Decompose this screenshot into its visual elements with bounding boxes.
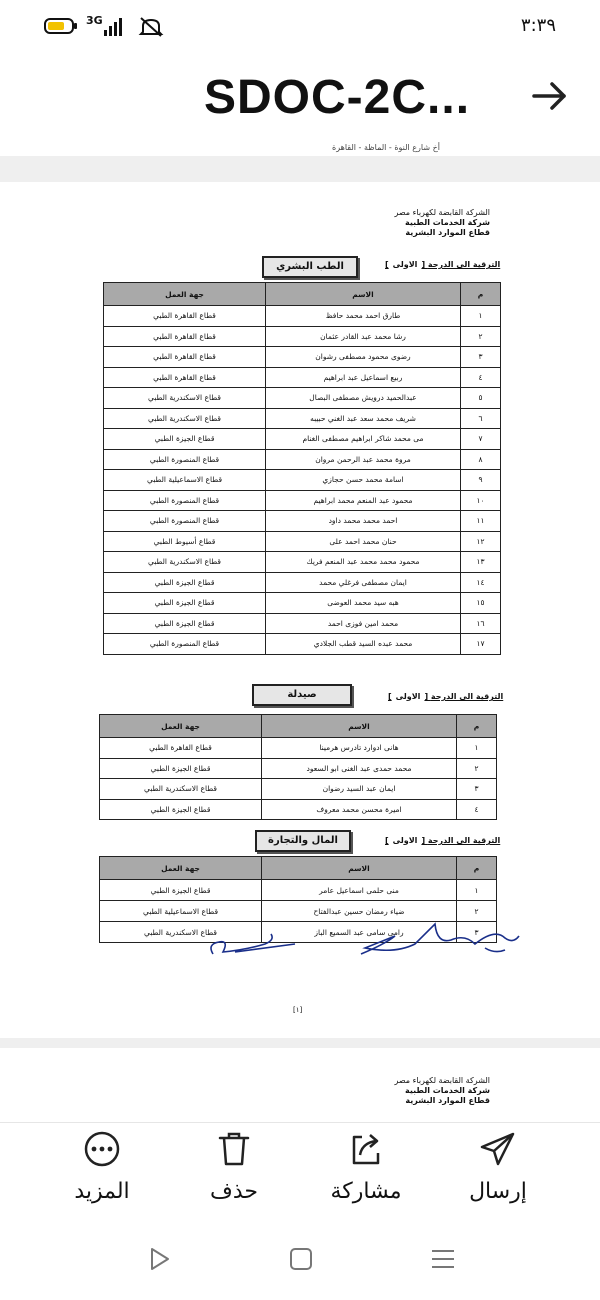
row-number: ١٧ xyxy=(461,634,501,655)
work-sector: قطاع المنصورة الطبي xyxy=(104,449,266,470)
employee-name: محمود عبد المنعم محمد ابراهيم xyxy=(266,490,461,511)
work-sector: قطاع الاسكندرية الطبي xyxy=(104,408,266,429)
signature-right xyxy=(355,914,525,964)
employee-name: منى حلمى اسماعيل عامر xyxy=(262,880,457,901)
row-number: ١ xyxy=(461,306,501,327)
table-row xyxy=(104,634,501,655)
row-number: ٢ xyxy=(457,901,497,922)
work-sector: قطاع القاهرة الطبي xyxy=(104,306,266,327)
employee-name: مى محمد شاكر ابراهيم مصطفى الغنام xyxy=(266,429,461,450)
more-icon xyxy=(82,1129,122,1169)
table-row xyxy=(104,531,501,552)
document-title: SDOC-2C... xyxy=(204,71,471,124)
row-number: ٥ xyxy=(461,388,501,409)
home-nav-icon[interactable] xyxy=(286,1244,316,1274)
employee-name: اسامة محمد حسن حجازي xyxy=(266,470,461,491)
row-number: ١٣ xyxy=(461,552,501,573)
row-number: ١٥ xyxy=(461,593,501,614)
mute-icon xyxy=(138,16,164,38)
signature-left xyxy=(205,922,305,962)
employee-name: احمد محمد محمد داود xyxy=(266,511,461,532)
work-sector: قطاع القاهرة الطبي xyxy=(104,367,266,388)
work-sector: قطاع الاسماعيلية الطبي xyxy=(104,470,266,491)
system-nav-bar xyxy=(0,1220,600,1300)
send-label: إرسال xyxy=(469,1179,527,1204)
row-number: ١١ xyxy=(461,511,501,532)
col-header-num: م xyxy=(461,283,501,306)
table-row xyxy=(104,470,501,491)
row-number: ٢ xyxy=(461,326,501,347)
next-page-preview xyxy=(0,1048,600,1122)
battery-icon xyxy=(44,18,74,34)
row-number: ٨ xyxy=(461,449,501,470)
work-sector: قطاع الاسكندرية الطبي xyxy=(100,922,262,943)
employee-name: هبه سيد محمد العوضى xyxy=(266,593,461,614)
document-page xyxy=(0,182,600,1038)
employee-name: عبدالحميد درويش مصطفى البصال xyxy=(266,388,461,409)
employee-name: ضياء رمضان حسين عبدالفتاح xyxy=(262,901,457,922)
share-button[interactable] xyxy=(306,1129,426,1204)
table-row xyxy=(104,388,501,409)
table-row xyxy=(100,799,497,820)
col-header-dept: جهة العمل xyxy=(104,283,266,306)
row-number: ١٠ xyxy=(461,490,501,511)
table-row xyxy=(100,738,497,759)
employee-name: محمد امين فوزى احمد xyxy=(266,613,461,634)
section-title: الطب البشري xyxy=(262,256,358,278)
status-bar xyxy=(0,0,600,56)
employee-name: ايمان مصطفى فرغلي محمد xyxy=(266,572,461,593)
work-sector: قطاع الاسكندرية الطبي xyxy=(100,779,262,800)
title-bar xyxy=(0,56,600,142)
row-number: ١ xyxy=(457,880,497,901)
more-button[interactable] xyxy=(42,1129,162,1204)
table-row xyxy=(104,367,501,388)
signal-icon xyxy=(104,18,126,36)
employee-name: مروة محمد عبد الرحمن مروان xyxy=(266,449,461,470)
col-header-dept: جهة العمل xyxy=(100,715,262,738)
table-row xyxy=(104,593,501,614)
col-header-num: م xyxy=(457,715,497,738)
section-title: المال والتجارة xyxy=(255,830,351,852)
section-title: صيدلة xyxy=(252,684,352,706)
work-sector: قطاع الاسماعيلية الطبي xyxy=(100,901,262,922)
employee-name: رامى سامى عبد السميع الباز xyxy=(262,922,457,943)
table-row xyxy=(100,779,497,800)
work-sector: قطاع الجيزة الطبي xyxy=(100,880,262,901)
employee-name: رضوى محمود مصطفى رشوان xyxy=(266,347,461,368)
send-button[interactable] xyxy=(438,1129,558,1204)
row-number: ١ xyxy=(457,738,497,759)
work-sector: قطاع المنصورة الطبي xyxy=(104,490,266,511)
recents-nav-icon[interactable] xyxy=(428,1244,458,1274)
row-number: ٦ xyxy=(461,408,501,429)
work-sector: قطاع الجيزة الطبي xyxy=(100,799,262,820)
employee-name: طارق احمد محمد حافظ xyxy=(266,306,461,327)
page-number: [١] xyxy=(293,1006,303,1014)
employee-name: محمد عبده السيد قطب الجلادي xyxy=(266,634,461,655)
row-number: ٣ xyxy=(457,779,497,800)
action-bar xyxy=(0,1122,600,1221)
row-number: ١٤ xyxy=(461,572,501,593)
data-table xyxy=(99,714,497,820)
col-header-name: الاسم xyxy=(262,715,457,738)
col-header-dept: جهة العمل xyxy=(100,857,262,880)
delete-button[interactable] xyxy=(174,1129,294,1204)
employee-name: اميرة محسن محمد معروف xyxy=(262,799,457,820)
row-number: ٧ xyxy=(461,429,501,450)
document-viewer[interactable] xyxy=(0,142,600,1122)
table-row xyxy=(104,613,501,634)
promotion-label: الترقية الى الدرجة [الاولى] xyxy=(385,260,501,269)
row-number: ٢ xyxy=(457,758,497,779)
data-table xyxy=(103,282,501,655)
employee-name: ايمان عبد السيد رضوان xyxy=(262,779,457,800)
employee-name: محمد حمدى عبد الغنى ابو السعود xyxy=(262,758,457,779)
table-row xyxy=(104,347,501,368)
col-header-num: م xyxy=(457,857,497,880)
row-number: ١٦ xyxy=(461,613,501,634)
table-row xyxy=(100,880,497,901)
send-icon xyxy=(478,1129,518,1169)
table-row xyxy=(104,429,501,450)
work-sector: قطاع القاهرة الطبي xyxy=(104,347,266,368)
more-label: المزيد xyxy=(74,1179,130,1204)
row-number: ٣ xyxy=(461,347,501,368)
table-row xyxy=(104,490,501,511)
share-icon xyxy=(346,1129,386,1169)
work-sector: قطاع الاسكندرية الطبي xyxy=(104,388,266,409)
row-number: ٤ xyxy=(461,367,501,388)
work-sector: قطاع أسيوط الطبي xyxy=(104,531,266,552)
work-sector: قطاع الجيزة الطبي xyxy=(104,572,266,593)
delete-label: حذف xyxy=(210,1179,258,1204)
work-sector: قطاع القاهرة الطبي xyxy=(100,738,262,759)
trash-icon xyxy=(214,1129,254,1169)
employee-name: محمود محمد محمد عبد المنعم فريك xyxy=(266,552,461,573)
table-row xyxy=(104,572,501,593)
network-type: 3G xyxy=(86,14,103,27)
org-header: الشركة القابضة لكهرباء مصر شركة الخدمات الطبية قطاع الموارد البشرية xyxy=(394,208,490,237)
back-arrow-icon[interactable] xyxy=(530,76,570,116)
work-sector: قطاع المنصورة الطبي xyxy=(104,511,266,532)
clock: ٣:٣٩ xyxy=(520,15,556,36)
share-label: مشاركة xyxy=(330,1179,402,1204)
org-header: الشركة القابضة لكهرباء مصر شركة الخدمات الطبية قطاع الموارد البشرية xyxy=(394,1076,490,1105)
table-row xyxy=(104,408,501,429)
work-sector: قطاع المنصورة الطبي xyxy=(104,634,266,655)
employee-name: هانى ادوارد تادرس هرمينا xyxy=(262,738,457,759)
work-sector: قطاع الجيزة الطبي xyxy=(104,593,266,614)
promotion-label: الترقية الى الدرجة [الاولى] xyxy=(388,692,504,701)
back-nav-icon[interactable] xyxy=(144,1244,174,1274)
previous-page-strip: أخ شارع النوة - الماظة - القاهرة xyxy=(0,142,600,156)
work-sector: قطاع الجيزة الطبي xyxy=(100,758,262,779)
col-header-name: الاسم xyxy=(266,283,461,306)
row-number: ١٢ xyxy=(461,531,501,552)
work-sector: قطاع الجيزة الطبي xyxy=(104,613,266,634)
table-row xyxy=(100,758,497,779)
employee-name: رشا محمد عبد القادر عثمان xyxy=(266,326,461,347)
employee-name: ربيع اسماعيل عبد ابراهيم xyxy=(266,367,461,388)
table-row xyxy=(104,306,501,327)
table-row xyxy=(104,511,501,532)
work-sector: قطاع الجيزة الطبي xyxy=(104,429,266,450)
employee-name: شريف محمد سعد عبد الغني حبيبه xyxy=(266,408,461,429)
table-row xyxy=(104,449,501,470)
row-number: ٤ xyxy=(457,799,497,820)
table-row xyxy=(104,326,501,347)
row-number: ٣ xyxy=(457,922,497,943)
row-number: ٩ xyxy=(461,470,501,491)
promotion-label: الترقية الى الدرجة [الاولى] xyxy=(385,836,501,845)
employee-name: حنان محمد احمد على xyxy=(266,531,461,552)
col-header-name: الاسم xyxy=(262,857,457,880)
work-sector: قطاع الاسكندرية الطبي xyxy=(104,552,266,573)
work-sector: قطاع القاهرة الطبي xyxy=(104,326,266,347)
table-row xyxy=(104,552,501,573)
